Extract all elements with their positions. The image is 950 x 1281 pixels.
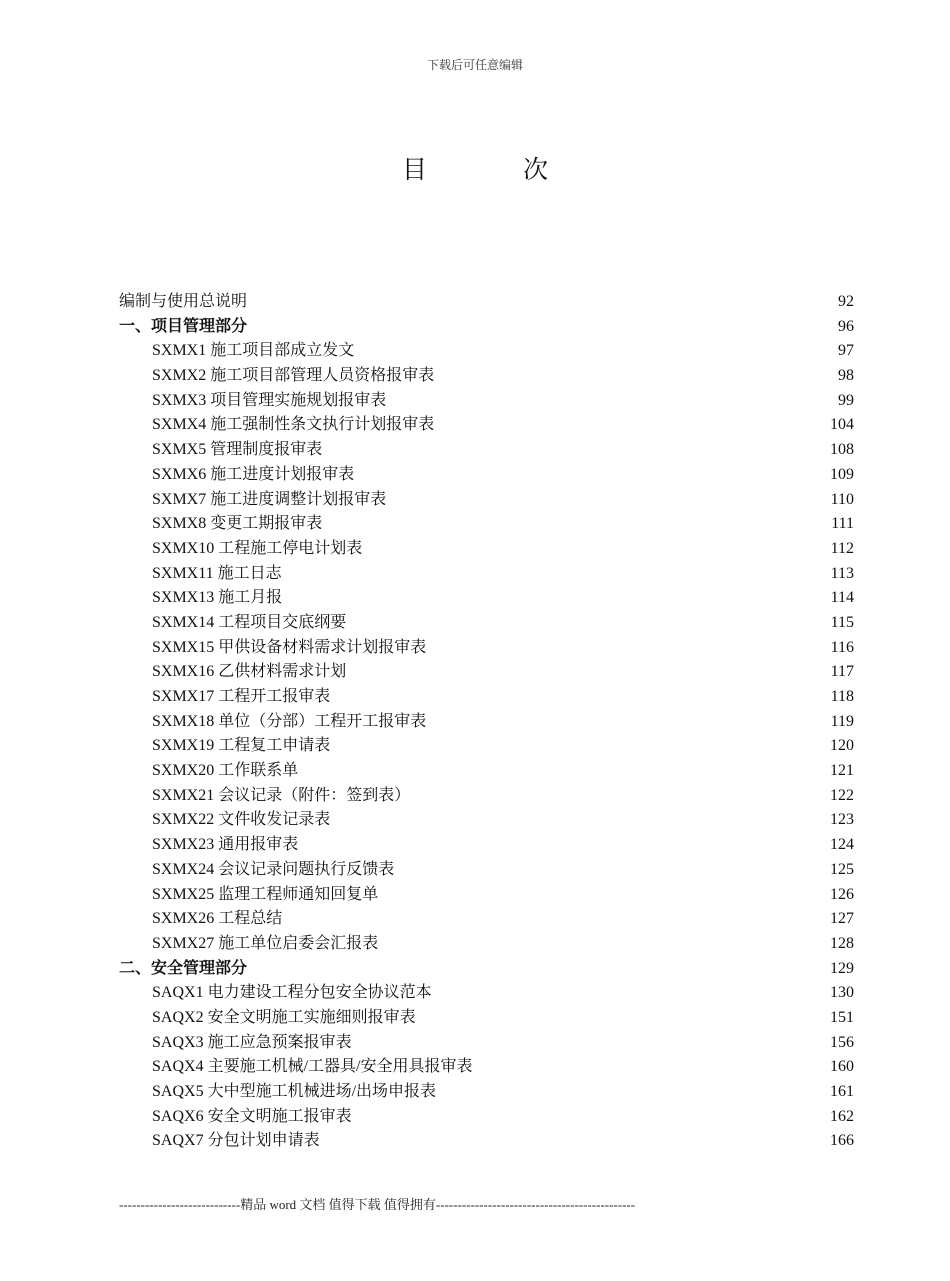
toc-page-number: 115: [830, 613, 854, 631]
toc-entry: [119, 389, 854, 414]
toc-page-number: 109: [830, 465, 854, 483]
toc-entry-label: 二、安全管理部分: [119, 959, 248, 977]
footer-note: ----------------------------精品 word 文档 值得下载 值得拥有----------------------------------------------: [119, 1197, 636, 1212]
toc-page-number: 104: [830, 416, 854, 434]
toc-entry: [119, 710, 854, 735]
toc-entry: [119, 883, 854, 908]
toc-page-number: 111: [831, 515, 854, 533]
toc-entry-label: SXMX25 监理工程师通知回复单: [152, 885, 379, 903]
toc-entry-label: SXMX22 文件收发记录表: [152, 811, 331, 829]
toc-entry-label: SXMX3 项目管理实施规划报审表: [152, 391, 387, 409]
table-of-contents: [119, 290, 854, 1154]
toc-page-number: 161: [830, 1083, 854, 1100]
toc-entry: [119, 1031, 854, 1056]
toc-entry: [119, 488, 854, 513]
toc-entry: [119, 685, 854, 710]
toc-page-number: 124: [830, 836, 854, 854]
toc-entry: [119, 759, 854, 784]
toc-page-number: 123: [830, 811, 854, 829]
toc-entry-label: SXMX14 工程项目交底纲要: [152, 613, 347, 631]
toc-entry-label: SAQX1 电力建设工程分包安全协议范本: [152, 984, 432, 1002]
toc-entry-label: SXMX5 管理制度报审表: [152, 441, 323, 459]
toc-entry-label: SXMX1 施工项目部成立发文: [152, 342, 355, 360]
toc-entry-label: SXMX26 工程总结: [152, 910, 283, 928]
toc-entry: [119, 1105, 854, 1130]
toc-entry: [119, 734, 854, 759]
toc-page-number: 130: [830, 984, 854, 1002]
toc-entry: [119, 537, 854, 562]
toc-page-number: 97: [838, 342, 854, 360]
toc-entry: [119, 413, 854, 438]
toc-entry-label: SXMX8 变更工期报审表: [152, 515, 323, 533]
toc-entry-label: SAQX7 分包计划申请表: [152, 1132, 320, 1150]
toc-page-number: 113: [830, 564, 854, 582]
toc-page-number: 114: [830, 589, 854, 607]
toc-top-entry: [119, 290, 854, 315]
toc-page-number: 112: [830, 539, 854, 557]
toc-entry-label: SXMX4 施工强制性条文执行计划报审表: [152, 416, 435, 434]
toc-entry: [119, 364, 854, 389]
toc-entry: [119, 463, 854, 488]
toc-entry: [119, 611, 854, 636]
toc-page-number: 121: [830, 762, 854, 780]
toc-entry-label: SAQX4 主要施工机械/工器具/安全用具报审表: [152, 1058, 473, 1076]
toc-entry-label: SXMX13 施工月报: [152, 589, 283, 607]
toc-entry-label: SAQX6 安全文明施工报审表: [152, 1107, 352, 1125]
toc-entry: [119, 636, 854, 661]
toc-entry: [119, 907, 854, 932]
toc-page-number: 117: [830, 663, 854, 681]
toc-entry: [119, 586, 854, 611]
toc-entry-label: 一、项目管理部分: [119, 317, 248, 335]
toc-entry: [119, 512, 854, 537]
toc-entry: [119, 784, 854, 809]
toc-page-number: 129: [830, 959, 854, 977]
toc-page-number: 118: [830, 688, 854, 705]
toc-entry-label: SXMX24 会议记录问题执行反馈表: [152, 860, 395, 878]
toc-entry-label: SAQX5 大中型施工机械进场/出场申报表: [152, 1083, 437, 1100]
toc-entry-label: SXMX10 工程施工停电计划表: [152, 539, 363, 557]
header-note: 下载后可任意编辑: [426, 58, 523, 72]
toc-entry: [119, 932, 854, 957]
toc-entry: [119, 981, 854, 1006]
toc-entry: [119, 1006, 854, 1031]
toc-page-number: 108: [830, 441, 854, 459]
toc-entry-label: SXMX27 施工单位启委会汇报表: [152, 934, 379, 952]
toc-entry-label: SXMX7 施工进度调整计划报审表: [152, 490, 387, 508]
toc-entry: [119, 808, 854, 833]
toc-entry-label: SXMX11 施工日志: [152, 564, 282, 582]
toc-entry-label: SXMX18 单位（分部）工程开工报审表: [152, 712, 427, 730]
toc-entry-label: SXMX16 乙供材料需求计划: [152, 663, 347, 681]
toc-entry-label: SXMX19 工程复工申请表: [152, 737, 331, 755]
toc-page-number: 96: [838, 317, 854, 335]
toc-section-heading: [119, 957, 854, 982]
toc-page-number: 98: [838, 367, 854, 385]
toc-entry-label: SAQX3 施工应急预案报审表: [152, 1033, 352, 1051]
toc-entry-label: 编制与使用总说明: [119, 293, 248, 310]
toc-page-number: 128: [830, 934, 854, 952]
toc-entry-label: SXMX21 会议记录（附件：签到表）: [152, 786, 411, 804]
toc-page-number: 151: [830, 1008, 854, 1026]
toc-page-number: 110: [830, 490, 854, 508]
toc-page-number: 99: [838, 391, 854, 409]
toc-page-number: 126: [830, 885, 854, 903]
toc-entry-label: SXMX20 工作联系单: [152, 762, 299, 780]
toc-entry: [119, 562, 854, 587]
toc-page-number: 166: [830, 1132, 854, 1150]
toc-section-heading: [119, 315, 854, 340]
toc-entry: [119, 858, 854, 883]
toc-entry-label: SXMX2 施工项目部管理人员资格报审表: [152, 367, 435, 385]
toc-entry-label: SXMX17 工程开工报审表: [152, 688, 331, 705]
toc-entry-label: SXMX23 通用报审表: [152, 836, 299, 854]
toc-entry-label: SAQX2 安全文明施工实施细则报审表: [152, 1008, 416, 1026]
toc-page-number: 116: [830, 638, 854, 656]
toc-page-number: 120: [830, 737, 854, 755]
toc-entry: [119, 1080, 854, 1105]
toc-entry: [119, 833, 854, 858]
toc-entry-label: SXMX6 施工进度计划报审表: [152, 465, 355, 483]
toc-page-number: 127: [830, 910, 854, 928]
toc-page-number: 125: [830, 860, 854, 878]
toc-entry-label: SXMX15 甲供设备材料需求计划报审表: [152, 638, 427, 656]
toc-page-number: 160: [830, 1058, 854, 1076]
toc-entry: [119, 1055, 854, 1080]
toc-page-number: 119: [830, 712, 854, 730]
toc-page-number: 156: [830, 1033, 854, 1051]
toc-entry: [119, 660, 854, 685]
toc-entry: [119, 438, 854, 463]
toc-page-number: 122: [830, 786, 854, 804]
toc-page-number: 92: [838, 293, 854, 310]
toc-entry: [119, 1129, 854, 1154]
toc-page-number: 162: [830, 1107, 854, 1125]
page-title: 目 次: [402, 155, 592, 184]
toc-entry: [119, 339, 854, 364]
